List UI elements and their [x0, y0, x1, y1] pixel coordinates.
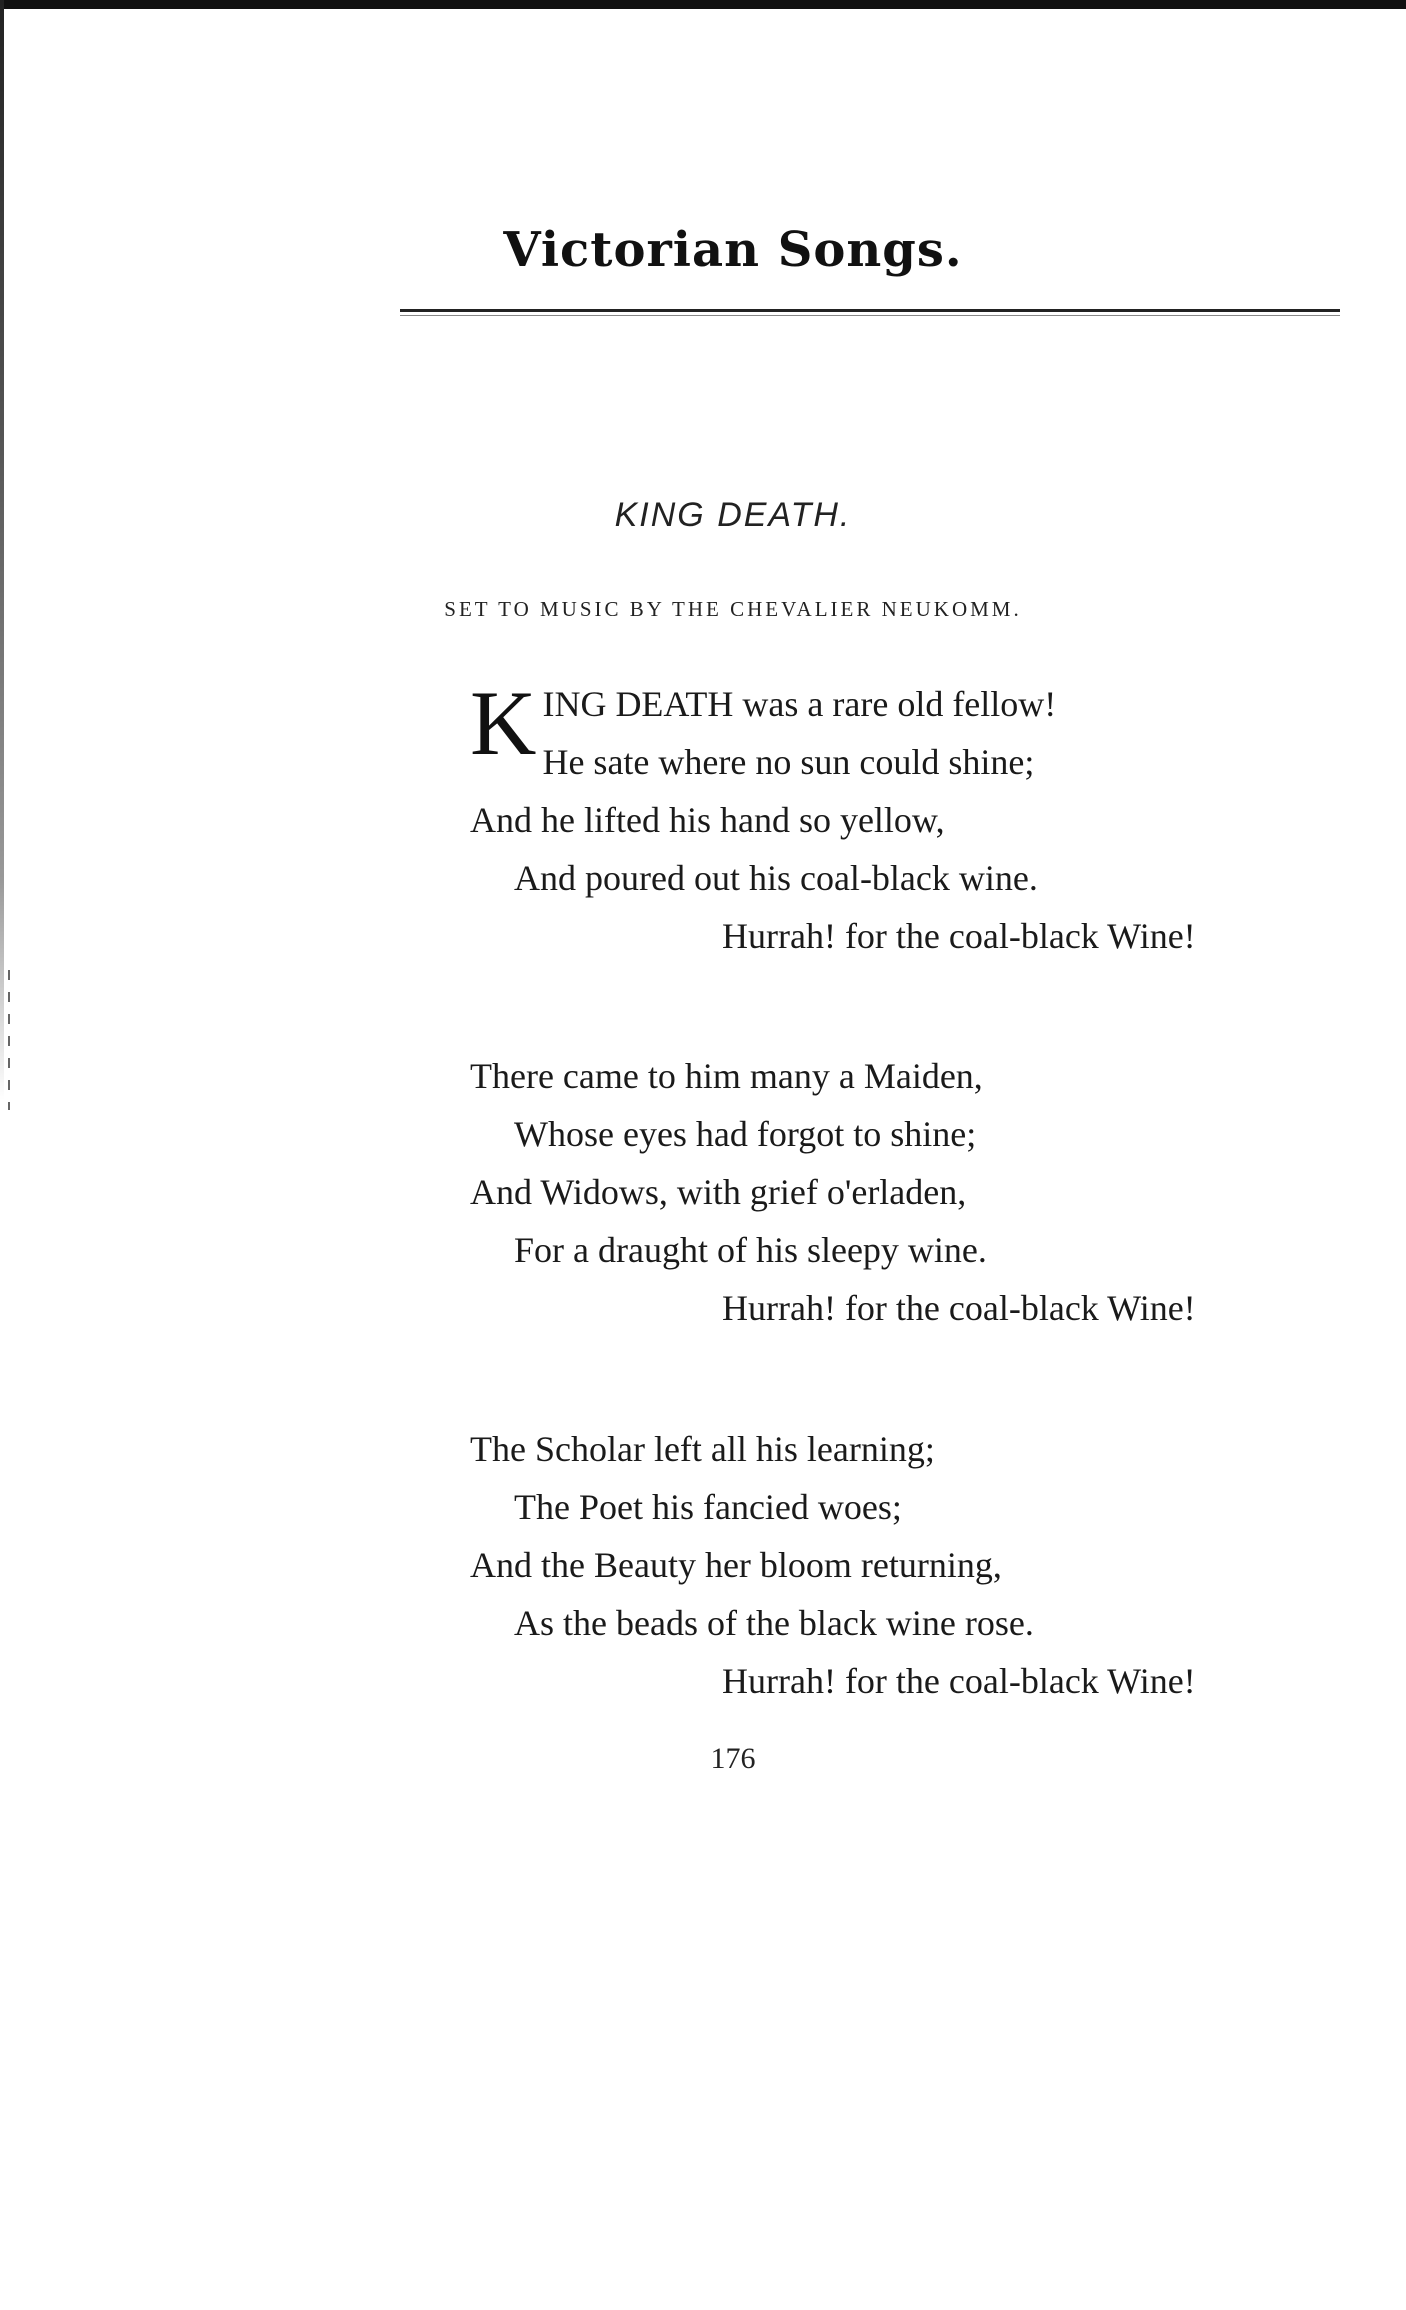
- stanza-line: He sate where no sun could shine;: [542, 742, 1035, 782]
- poem-title: KING DEATH.: [614, 496, 852, 534]
- scan-edge-left: [0, 0, 4, 1100]
- page-number: 176: [710, 1742, 756, 1775]
- stanza-line: Hurrah! for the coal-black Wine!: [722, 1288, 1196, 1328]
- stanza-line: And poured out his coal-black wine.: [514, 858, 1038, 898]
- header-rule: [400, 309, 1340, 312]
- scan-edge-marks: [8, 970, 10, 1110]
- stanza-2: [470, 1047, 1350, 1337]
- stanza-line: As the beads of the black wine rose.: [514, 1603, 1034, 1643]
- stanza-line: And Widows, with grief o'erladen,: [470, 1172, 967, 1212]
- stanza-line: And he lifted his hand so yellow,: [470, 800, 945, 840]
- stanza-line: Hurrah! for the coal-black Wine!: [722, 1661, 1196, 1701]
- drop-cap: K: [470, 672, 537, 774]
- stanza-line: Whose eyes had forgot to shine;: [514, 1114, 977, 1154]
- stanza-line: The Poet his fancied woes;: [514, 1487, 902, 1527]
- stanza-3: [470, 1420, 1350, 1710]
- poem-subtitle: SET TO MUSIC BY THE CHEVALIER NEUKOMM.: [444, 597, 1022, 621]
- scan-edge-top: [0, 0, 1406, 9]
- stanza-1: [470, 672, 1350, 965]
- running-head: Victorian Songs.: [503, 222, 963, 278]
- stanza-line-text: ING DEATH was a rare old fellow!: [542, 684, 1057, 724]
- stanza-line: For a draught of his sleepy wine.: [514, 1230, 987, 1270]
- stanza-line: There came to him many a Maiden,: [470, 1056, 983, 1096]
- stanza-line: And the Beauty her bloom returning,: [470, 1545, 1002, 1585]
- stanza-line: Hurrah! for the coal-black Wine!: [722, 916, 1196, 956]
- stanza-line: The Scholar left all his learning;: [470, 1429, 935, 1469]
